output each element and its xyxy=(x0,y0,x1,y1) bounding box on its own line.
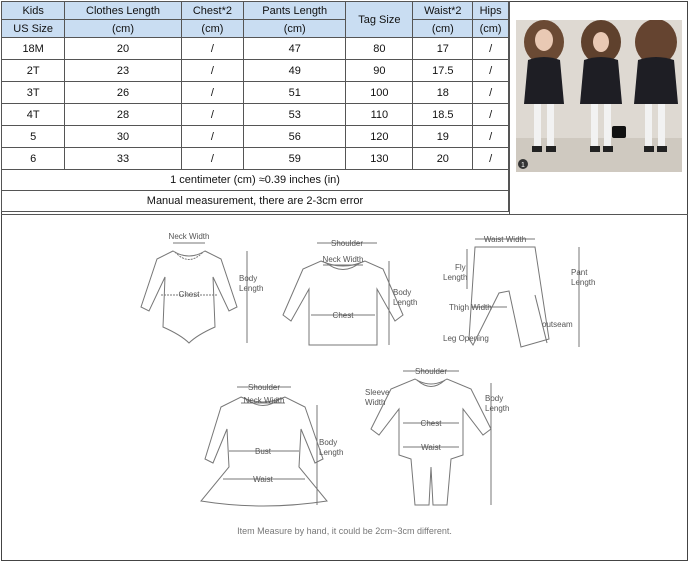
table-cell: 33 xyxy=(65,148,181,170)
pants-diagram xyxy=(443,235,595,347)
table-cell: / xyxy=(181,60,243,82)
header-hips: Hips xyxy=(473,2,509,20)
romper-shoulder-label: Shoulder xyxy=(414,367,448,376)
table-row xyxy=(2,82,509,104)
table-cell: 51 xyxy=(244,82,346,104)
header-chest: Chest*2 xyxy=(181,2,243,20)
error-note: Manual measurement, there are 2-3cm error xyxy=(2,191,509,212)
table-cell: / xyxy=(181,126,243,148)
pants-pant-label-1: Pant xyxy=(571,268,588,277)
tshirt-chest-label: Chest xyxy=(332,311,354,320)
bodysuit-body-label-1: Body xyxy=(239,274,258,283)
table-cell: 49 xyxy=(244,60,346,82)
table-cell: / xyxy=(473,82,509,104)
header-waist-unit: (cm) xyxy=(413,20,473,38)
table-cell: 56 xyxy=(244,126,346,148)
romper-chest-label: Chest xyxy=(420,419,442,428)
table-cell: 53 xyxy=(244,104,346,126)
table-cell: 90 xyxy=(346,60,413,82)
pants-pant-label-2: Length xyxy=(571,278,596,287)
table-cell: / xyxy=(473,104,509,126)
header-waist: Waist*2 xyxy=(413,2,473,20)
measurement-caption: Item Measure by hand, it could be 2cm~3cm different. xyxy=(237,526,452,536)
table-cell: / xyxy=(473,148,509,170)
bodysuit-diagram xyxy=(141,232,263,343)
table-header-unit-row xyxy=(2,20,509,38)
header-clothes-unit: (cm) xyxy=(65,20,181,38)
table-cell: 80 xyxy=(346,38,413,60)
table-cell: / xyxy=(473,126,509,148)
header-pants-length: Pants Length xyxy=(244,2,346,20)
dress-neck-label: Neck Width xyxy=(243,396,285,405)
measurement-diagrams xyxy=(1,215,688,560)
pants-outseam-label: outseam xyxy=(542,320,573,329)
bodysuit-chest-label: Chest xyxy=(178,290,200,299)
table-cell: 59 xyxy=(244,148,346,170)
header-kids-sub: US Size xyxy=(2,20,65,38)
pants-leg-label: Leg Opening xyxy=(443,334,489,343)
romper-body-label-1: Body xyxy=(485,394,504,403)
dress-diagram xyxy=(201,383,343,506)
header-hips-unit: (cm) xyxy=(473,20,509,38)
table-row xyxy=(2,38,509,60)
table-cell: 18 xyxy=(413,82,473,104)
table-cell: 3T xyxy=(2,82,65,104)
table-cell: 18.5 xyxy=(413,104,473,126)
table-cell: / xyxy=(473,38,509,60)
table-cell: / xyxy=(181,38,243,60)
table-cell: 17.5 xyxy=(413,60,473,82)
conversion-note: 1 centimeter (cm) ≈0.39 inches (in) xyxy=(2,170,509,191)
photo-badge-label: 1 xyxy=(521,162,525,169)
table-cell: / xyxy=(181,104,243,126)
table-cell: 28 xyxy=(65,104,181,126)
dress-waist-label: Waist xyxy=(253,475,273,484)
table-cell: 130 xyxy=(346,148,413,170)
romper-waist-label: Waist xyxy=(421,443,441,452)
table-cell: 19 xyxy=(413,126,473,148)
table-row xyxy=(2,104,509,126)
dress-body-label-1: Body xyxy=(319,438,338,447)
pants-fly-label-2: Length xyxy=(443,273,468,282)
tshirt-neck-label: Neck Width xyxy=(322,255,364,264)
table-cell: 20 xyxy=(413,148,473,170)
table-row xyxy=(2,148,509,170)
header-clothes-length: Clothes Length xyxy=(65,2,181,20)
tshirt-diagram xyxy=(283,239,417,345)
table-cell: 17 xyxy=(413,38,473,60)
tshirt-body-label-1: Body xyxy=(393,288,412,297)
table-row xyxy=(2,60,509,82)
table-cell: 2T xyxy=(2,60,65,82)
table-cell: 30 xyxy=(65,126,181,148)
divider-vertical xyxy=(509,1,510,215)
bodysuit-neck-label: Neck Width xyxy=(168,232,210,241)
table-cell: 47 xyxy=(244,38,346,60)
table-cell: 120 xyxy=(346,126,413,148)
dress-shoulder-label: Shoulder xyxy=(247,383,281,392)
table-cell: 5 xyxy=(2,126,65,148)
table-cell: 4T xyxy=(2,104,65,126)
table-cell: 20 xyxy=(65,38,181,60)
tshirt-shoulder-label: Shoulder xyxy=(330,239,364,248)
dress-body-label-2: Length xyxy=(319,448,344,457)
romper-diagram xyxy=(365,367,509,505)
pants-thigh-label: Thigh Width xyxy=(449,303,492,312)
size-table xyxy=(1,1,509,212)
table-row xyxy=(2,126,509,148)
table-cell: / xyxy=(473,60,509,82)
table-cell: 6 xyxy=(2,148,65,170)
table-cell: / xyxy=(181,82,243,104)
table-cell: 110 xyxy=(346,104,413,126)
header-chest-unit: (cm) xyxy=(181,20,243,38)
tshirt-body-label-2: Length xyxy=(393,298,418,307)
table-cell: 26 xyxy=(65,82,181,104)
dress-bust-label: Bust xyxy=(254,447,272,456)
romper-sleeve-label-2: Width xyxy=(365,398,386,407)
header-kids: Kids xyxy=(2,2,65,20)
product-photo xyxy=(516,20,682,172)
table-cell: 18M xyxy=(2,38,65,60)
romper-body-label-2: Length xyxy=(485,404,510,413)
pants-waist-label: Waist Width xyxy=(483,235,527,244)
table-cell: / xyxy=(181,148,243,170)
table-cell: 100 xyxy=(346,82,413,104)
table-header-row xyxy=(2,2,509,20)
pants-fly-label-1: Fly xyxy=(455,263,466,272)
header-tag-size: Tag Size xyxy=(346,2,413,38)
header-pants-unit: (cm) xyxy=(244,20,346,38)
romper-sleeve-label-1: Sleeve xyxy=(365,388,390,397)
bodysuit-body-label-2: Length xyxy=(239,284,264,293)
table-cell: 23 xyxy=(65,60,181,82)
